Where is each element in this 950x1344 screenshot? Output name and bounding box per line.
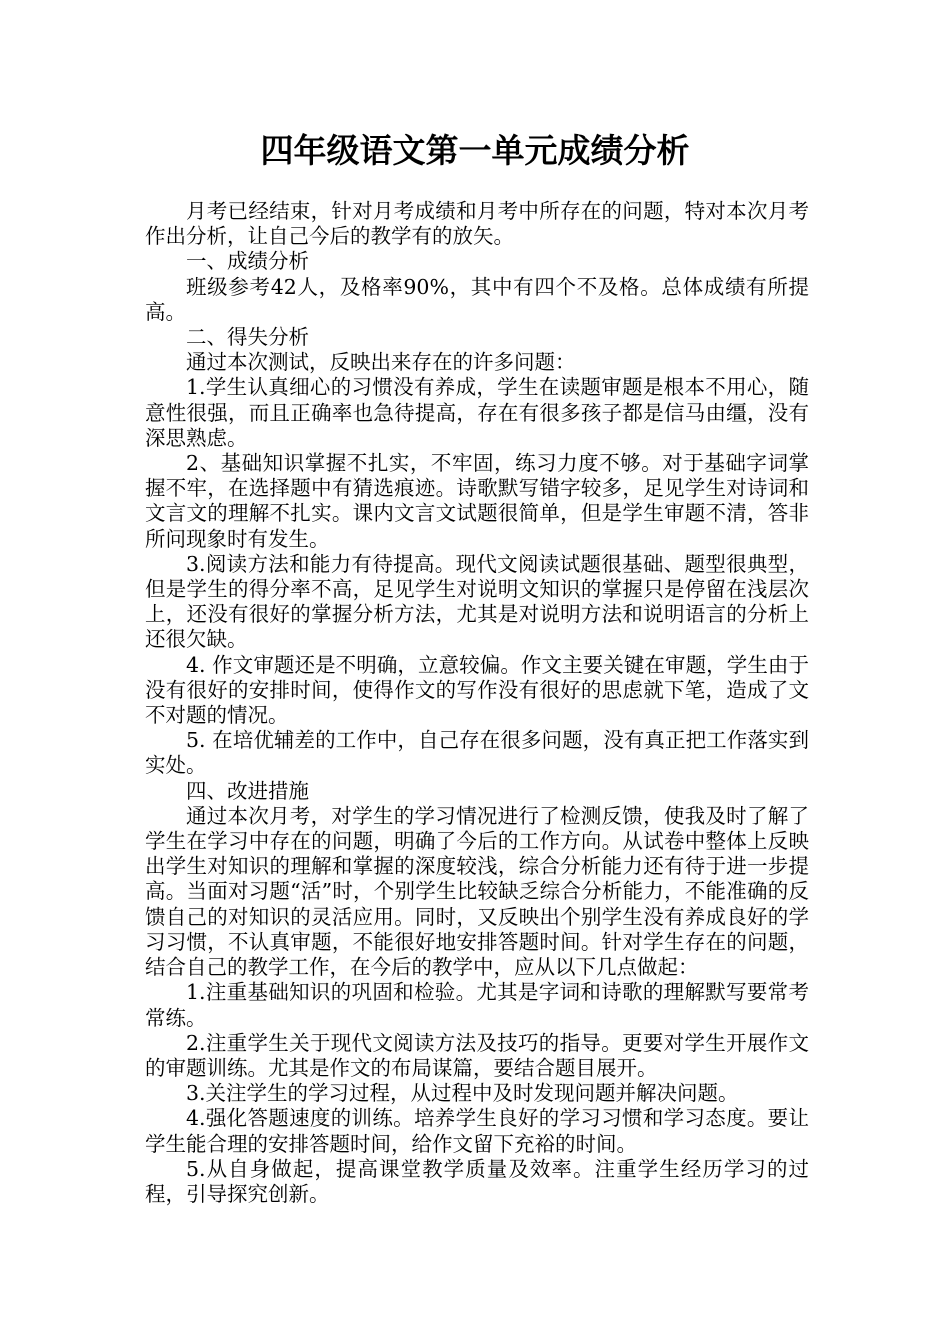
problem-item-2: 2、基础知识掌握不扎实，不牢固，练习力度不够。对于基础字词掌握不牢，在选择题中有猜选痕迹。诗歌默写错字较多，足见学生对诗词和文言文的理解不扎实。课内文言文试题很简单，但是学生审题不清，答非所问现象时有发生。 xyxy=(145,451,809,551)
problem-item-4: 4. 作文审题还是不明确，立意较偏。作文主要关键在审题，学生由于没有很好的安排时间，使得作文的写作没有很好的思虑就下笔，造成了文不对题的情况。 xyxy=(145,652,809,728)
measure-item-5: 5.从自身做起，提高课堂教学质量及效率。注重学生经历学习的过程，引导探究创新。 xyxy=(145,1156,809,1206)
measure-item-4: 4.强化答题速度的训练。培养学生良好的学习习惯和学习态度。要让学生能合理的安排答题时间，给作文留下充裕的时间。 xyxy=(145,1106,809,1156)
problems-intro-paragraph: 通过本次测试，反映出来存在的许多问题： xyxy=(186,350,576,375)
section-heading-gain-loss-analysis: 二、得失分析 xyxy=(186,325,309,350)
improvement-intro-paragraph: 通过本次月考，对学生的学习情况进行了检测反馈，使我及时了解了学生在学习中存在的问题，明确了今后的工作方向。从试卷中整体上反映出学生对知识的理解和掌握的深度较浅，综合分析能力还有待于进一步提高。当面对习题“活”时，个别学生比较缺乏综合分析能力，不能准确的反馈自己的对知识的灵活应用。同时，又反映出个别学生没有养成良好的学习习惯，不认真审题，不能很好地安排答题时间。针对学生存在的问题，结合自己的教学工作，在今后的教学中，应从以下几点做起： xyxy=(145,803,809,980)
score-summary-paragraph: 班级参考42人，及格率90%，其中有四个不及格。总体成绩有所提高。 xyxy=(145,274,809,324)
problem-item-3: 3.阅读方法和能力有待提高。现代文阅读试题很基础、题型很典型，但是学生的得分率不高，足见学生对说明文知识的掌握只是停留在浅层次上，还没有很好的掌握分析方法，尤其是对说明方法和说明语言的分析上还很欠缺。 xyxy=(145,551,809,652)
problem-item-5: 5. 在培优辅差的工作中，自己存在很多问题，没有真正把工作落实到实处。 xyxy=(145,728,809,778)
document-body xyxy=(145,199,809,1207)
measure-item-2: 2.注重学生关于现代文阅读方法及技巧的指导。更要对学生开展作文的审题训练。尤其是作文的布局谋篇，要结合题目展开。 xyxy=(145,1030,809,1080)
section-heading-score-analysis: 一、成绩分析 xyxy=(186,249,309,274)
document-title: 四年级语文第一单元成绩分析 xyxy=(260,131,690,170)
section-heading-improvement-measures: 四、改进措施 xyxy=(186,778,309,803)
measure-item-3: 3.关注学生的学习过程，从过程中及时发现问题并解决问题。 xyxy=(186,1081,739,1106)
measure-item-1: 1.注重基础知识的巩固和检验。尤其是字词和诗歌的理解默写要常考常练。 xyxy=(145,980,809,1030)
problem-item-1: 1.学生认真细心的习惯没有养成，学生在读题审题是根本不用心，随意性很强，而且正确率也急待提高，存在有很多孩子都是信马由缰，没有深思熟虑。 xyxy=(145,375,809,450)
intro-paragraph: 月考已经结束，针对月考成绩和月考中所存在的问题，特对本次月考作出分析，让自己今后的教学有的放矢。 xyxy=(145,199,809,249)
